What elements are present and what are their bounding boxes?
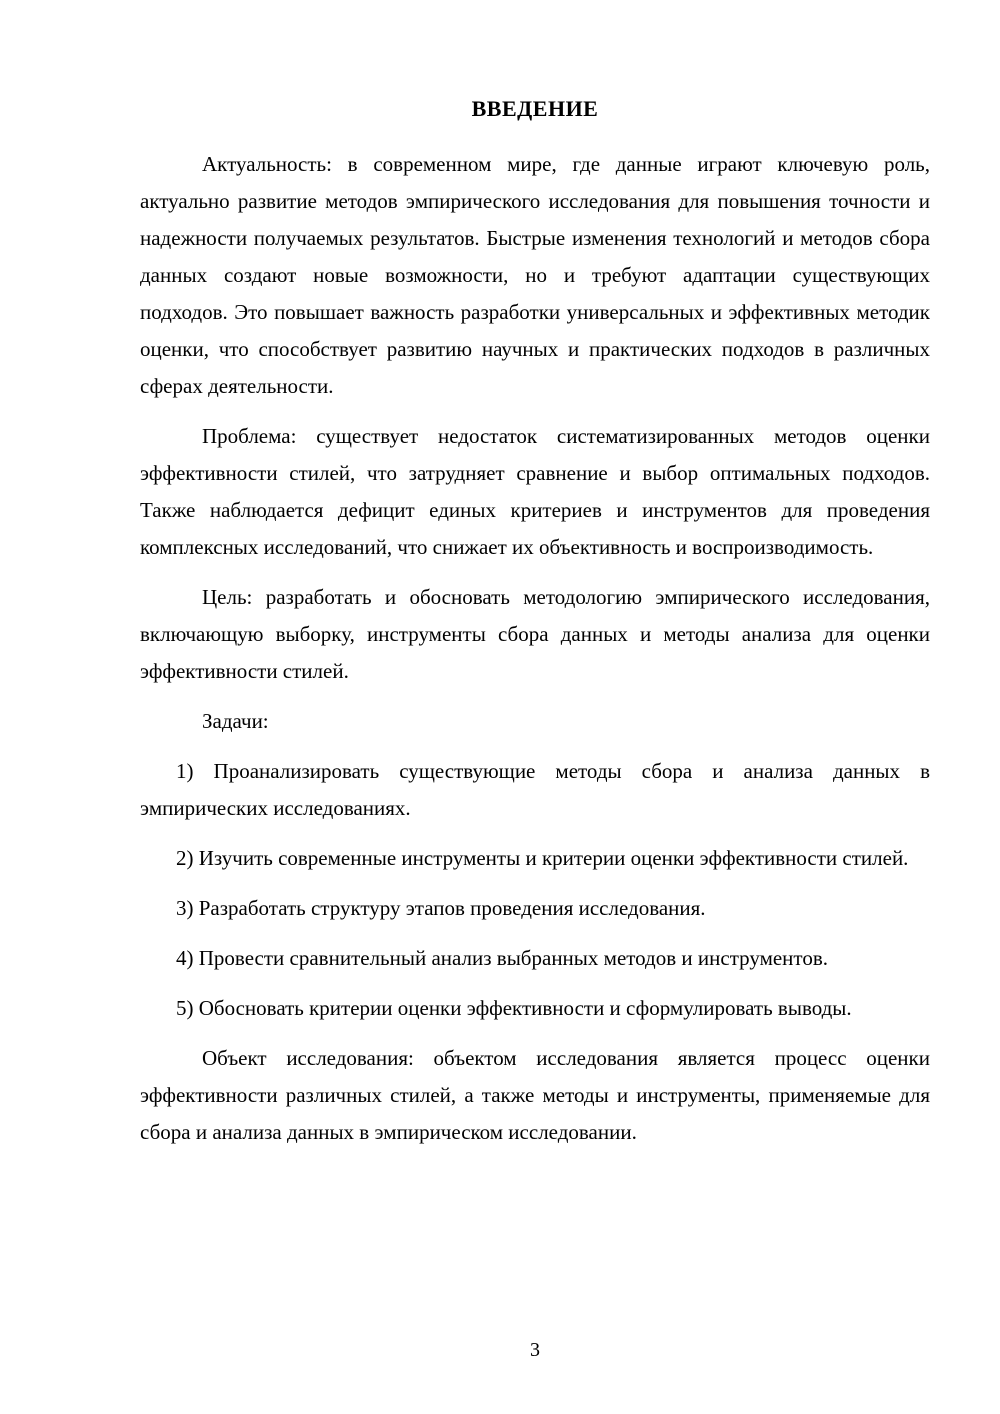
paragraph-tasks-heading: Задачи:: [202, 709, 269, 733]
paragraph-goal: Цель: разработать и обосновать методологию эмпирического исследования, включающую выборку, инструменты сбора данных и методы анализа для оценки эффективности стилей.: [140, 585, 930, 683]
paragraph-problem: Проблема: существует недостаток систематизированных методов оценки эффективности стилей, что затрудняет сравнение и выбор оптимальных подходов. Также наблюдается дефицит единых критериев и инструментов для проведения комплексных исследований, что снижает их объективность и воспроизводимость.: [140, 424, 930, 559]
page-title: ВВЕДЕНИЕ: [471, 96, 599, 121]
task-item-1: 1) Проанализировать существующие методы сбора и анализа данных в эмпирических исследованиях.: [140, 759, 930, 820]
paragraph-relevance: Актуальность: в современном мире, где данные играют ключевую роль, актуально развитие методов эмпирического исследования для повышения точности и надежности получаемых результатов. Быстрые изменения технологий и методов сбора данных создают новые возможности, но и требуют адаптации существующих подходов. Это повышает важность разработки универсальных и эффективных методик оценки, что способствует развитию научных и практических подходов в различных сферах деятельности.: [140, 152, 930, 398]
paragraph-research-object: Объект исследования: объектом исследования является процесс оценки эффективности различных стилей, а также методы и инструменты, применяемые для сбора и анализа данных в эмпирическом исследовании.: [140, 1046, 930, 1144]
task-item-4: 4) Провести сравнительный анализ выбранных методов и инструментов.: [176, 946, 828, 970]
task-item-5: 5) Обосновать критерии оценки эффективности и сформулировать выводы.: [176, 996, 852, 1020]
task-item-2: 2) Изучить современные инструменты и критерии оценки эффективности стилей.: [176, 846, 909, 870]
page-number: 3: [530, 1339, 540, 1361]
task-item-3: 3) Разработать структуру этапов проведения исследования.: [176, 896, 706, 920]
